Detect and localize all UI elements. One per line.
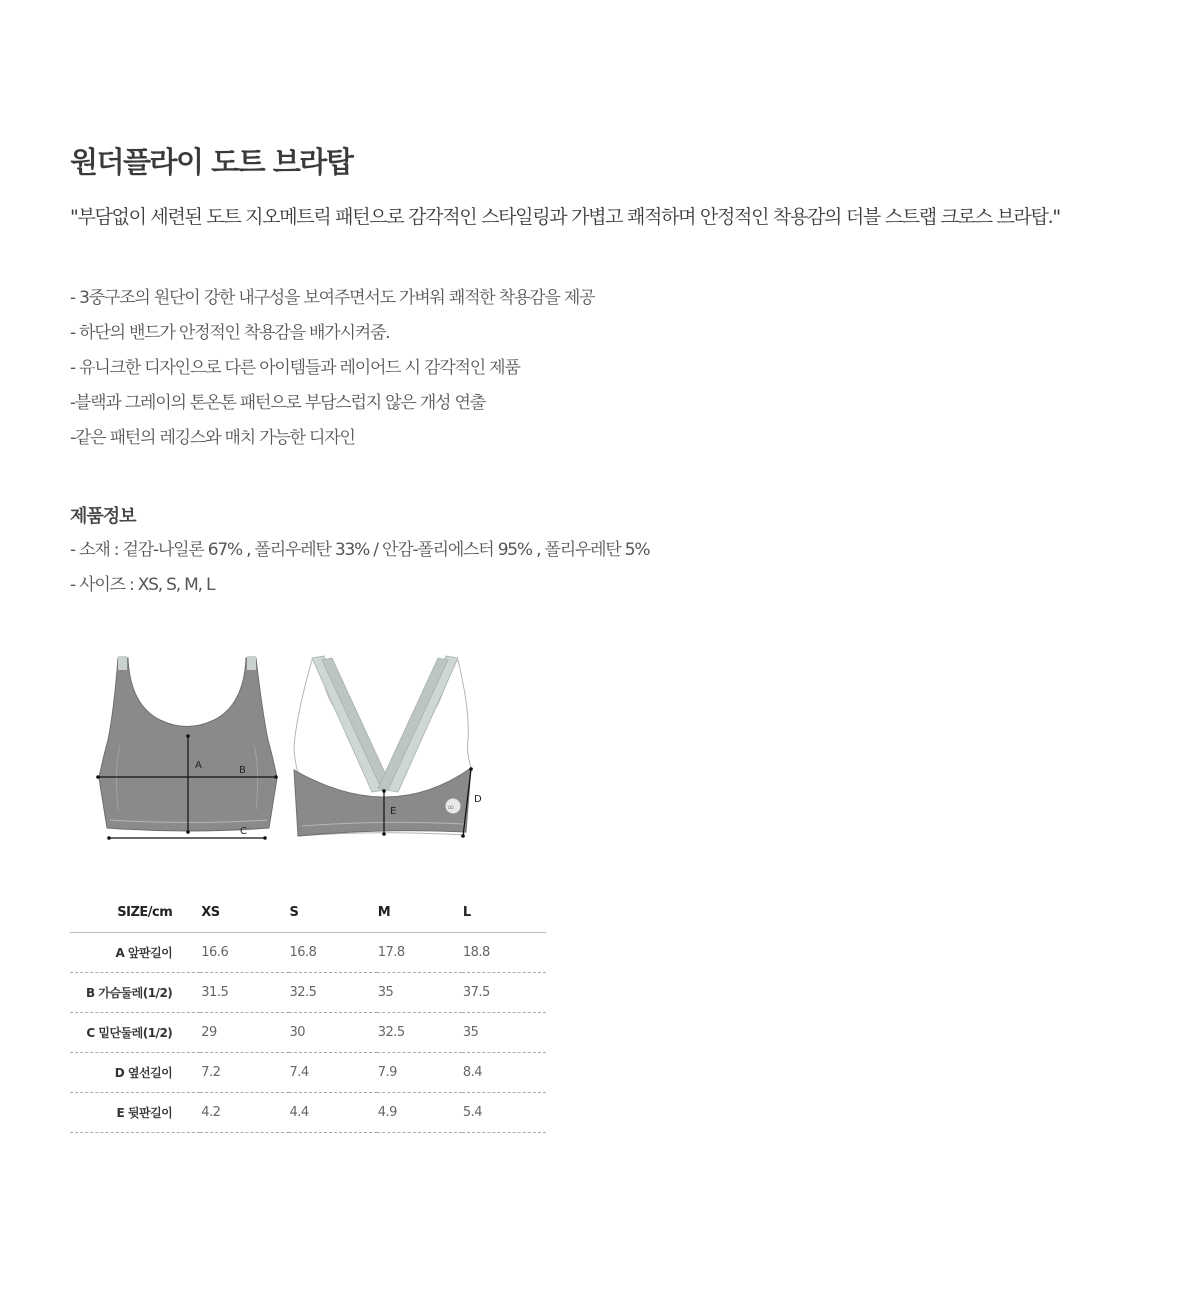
back-view-illustration [294,656,471,836]
material-info: - 소재 : 겉감-나일론 67% , 폴리우레탄 33% / 안감-폴리에스터 95% , 폴리우레탄 5% [70,540,650,560]
table-row [70,933,546,973]
size-table [70,892,546,1133]
label-a: A [195,760,202,771]
feature-item: -블랙과 그레이의 톤온톤 패턴으로 부담스럽지 않은 개성 연출 [70,393,485,413]
column-header: SIZE/cm [117,904,173,920]
product-subtitle: "부담없이 세련된 도트 지오메트릭 패턴으로 감각적인 스타일링과 가볍고 쾌적하며 안정적인 착용감의 더블 스트랩 크로스 브라탑." [70,206,1060,228]
table-cell: 16.6 [201,945,229,960]
column-header: S [289,904,299,920]
column-header: M [377,904,391,920]
row-label: A 앞판길이 [115,946,173,960]
table-row [70,1093,546,1133]
product-title: 원더플라이 도트 브라탑 [70,145,353,179]
table-cell: 30 [289,1025,306,1040]
measurement-diagram [90,650,490,845]
table-cell: 32.5 [289,985,317,1000]
table-cell: 18.8 [462,945,490,960]
feature-item: -같은 패턴의 레깅스와 매치 가능한 디자인 [70,428,355,448]
row-label: C 밑단둘레(1/2) [86,1026,173,1040]
table-cell: 4.9 [377,1105,397,1120]
feature-list [70,286,594,461]
row-label: D 옆선길이 [114,1066,173,1080]
feature-item: - 하단의 밴드가 안정적인 착용감을 배가시켜줌. [70,323,390,343]
feature-item: - 유니크한 디자인으로 다른 아이템들과 레이어드 시 감각적인 제품 [70,358,520,378]
table-cell: 4.4 [289,1105,309,1120]
label-c: C [240,826,247,837]
info-heading: 제품정보 [70,506,136,527]
table-cell: 35 [462,1025,479,1040]
table-row [70,973,546,1013]
table-cell: 7.4 [289,1065,309,1080]
table-cell: 5.4 [462,1105,483,1120]
table-cell: 32.5 [377,1025,405,1040]
label-b: B [239,765,246,776]
table-cell: 4.2 [201,1105,221,1120]
brand-logo-icon: ∞ [447,803,455,813]
table-row [70,1053,546,1093]
table-header-row [70,892,546,933]
table-cell: 17.8 [377,945,405,960]
table-cell: 16.8 [289,945,317,960]
label-d: D [474,794,482,805]
row-label: E 뒷판길이 [116,1106,173,1120]
row-label: B 가슴둘레(1/2) [86,986,173,1000]
table-cell: 29 [201,1025,217,1040]
info-list [70,538,649,608]
table-cell: 7.2 [201,1065,221,1080]
label-e: E [390,806,397,817]
table-cell: 37.5 [462,985,490,1000]
size-info: - 사이즈 : XS, S, M, L [70,575,215,595]
table-cell: 35 [377,985,394,1000]
table-cell: 7.9 [377,1065,397,1080]
feature-item: - 3중구조의 원단이 강한 내구성을 보여주면서도 가벼워 쾌적한 착용감을 제공 [70,288,595,308]
table-cell: 8.4 [462,1065,483,1080]
table-cell: 31.5 [201,985,229,1000]
column-header: L [462,904,471,920]
table-row [70,1013,546,1053]
column-header: XS [201,904,220,920]
